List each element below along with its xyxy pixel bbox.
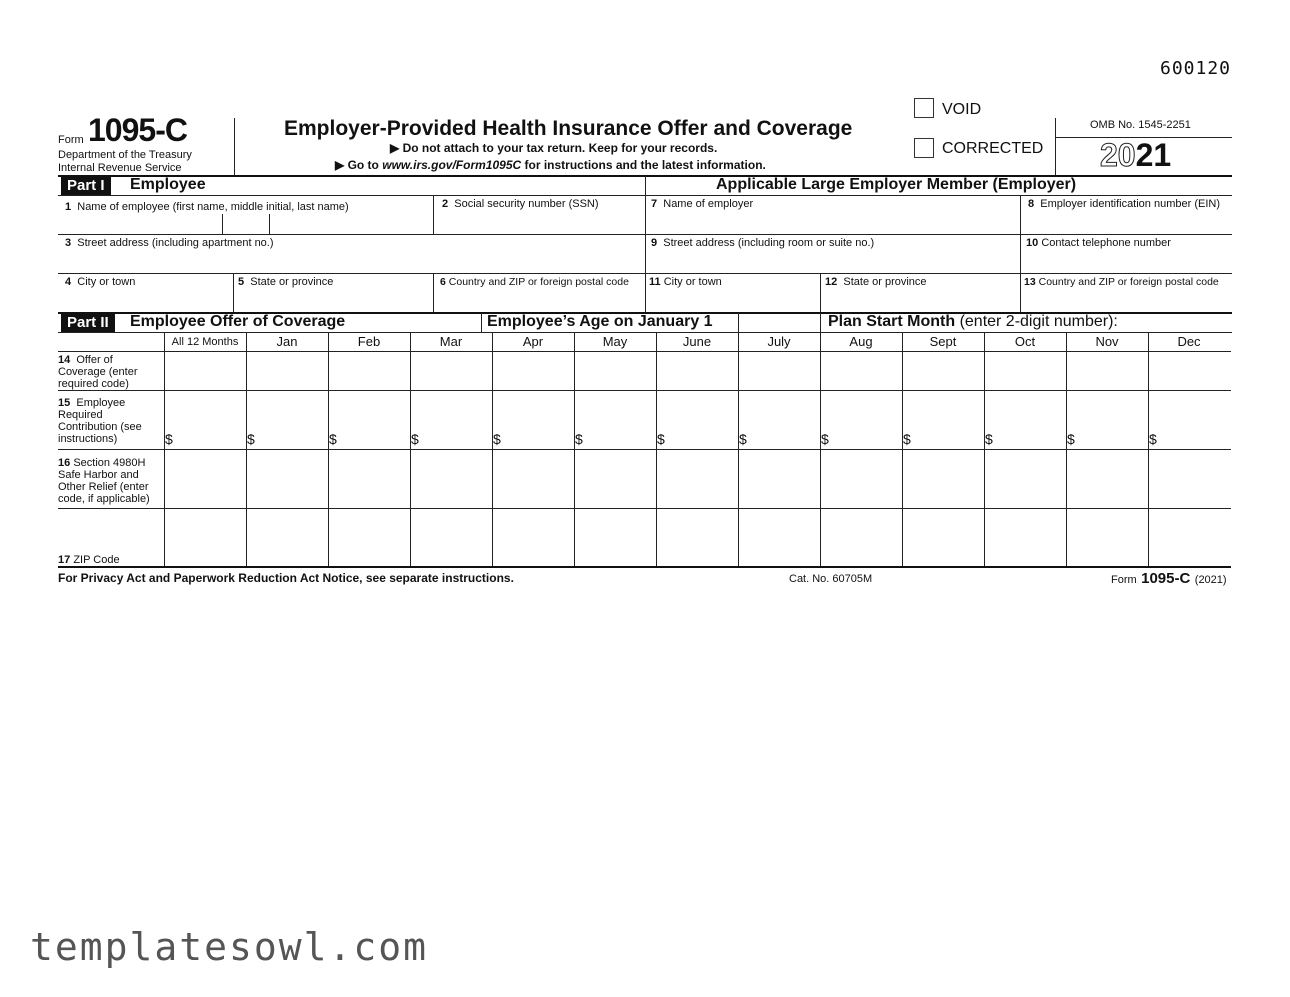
coverage-cell[interactable] bbox=[657, 450, 737, 507]
dept-line2: Internal Revenue Service bbox=[58, 162, 182, 174]
month-header-apr: Apr bbox=[522, 334, 544, 349]
tax-year-light: 20 bbox=[1100, 137, 1136, 173]
coverage-cell[interactable] bbox=[575, 391, 655, 448]
coverage-cell[interactable] bbox=[1067, 391, 1147, 448]
dept-line1: Department of the Treasury bbox=[58, 149, 192, 161]
part2-title: Employee Offer of Coverage bbox=[130, 313, 346, 330]
privacy-notice: For Privacy Act and Paperwork Reduction Act Notice, see separate instructions. bbox=[58, 571, 514, 585]
dollar-sign: $ bbox=[329, 431, 337, 447]
row-17-label bbox=[58, 554, 158, 566]
field-3-label bbox=[65, 237, 274, 249]
header-divider-right bbox=[1055, 118, 1056, 175]
coverage-cell[interactable] bbox=[1149, 391, 1229, 448]
coverage-cell[interactable] bbox=[1149, 509, 1229, 565]
dollar-sign: $ bbox=[1149, 431, 1157, 447]
coverage-cell[interactable] bbox=[1149, 352, 1229, 389]
row-16-label bbox=[58, 457, 158, 505]
field-13-label bbox=[1024, 276, 1219, 288]
coverage-cell[interactable] bbox=[411, 509, 491, 565]
coverage-cell[interactable] bbox=[329, 509, 409, 565]
row-15-label bbox=[58, 397, 158, 445]
coverage-cell[interactable] bbox=[903, 450, 983, 507]
coverage-cell[interactable] bbox=[575, 450, 655, 507]
dollar-sign: $ bbox=[739, 431, 747, 447]
coverage-cell[interactable] bbox=[985, 391, 1065, 448]
watermark: templatesowl.com bbox=[30, 925, 429, 969]
coverage-cell[interactable] bbox=[411, 391, 491, 448]
coverage-cell[interactable] bbox=[821, 450, 901, 507]
month-header-oct: Oct bbox=[1014, 334, 1036, 349]
field-9-label bbox=[651, 237, 874, 249]
coverage-cell[interactable] bbox=[821, 391, 901, 448]
footer-form-word: Form bbox=[1111, 574, 1137, 586]
row-17-text: ZIP Code bbox=[73, 554, 120, 566]
divider-name-sub2 bbox=[269, 214, 270, 234]
coverage-cell[interactable] bbox=[1067, 450, 1147, 507]
dollar-sign: $ bbox=[165, 431, 173, 447]
field-5-num: 5 bbox=[238, 276, 245, 288]
field-11-label bbox=[649, 276, 722, 288]
month-header-feb: Feb bbox=[357, 334, 381, 349]
dollar-sign: $ bbox=[247, 431, 255, 447]
row-14-num: 14 bbox=[58, 354, 71, 366]
row-16-text: Section 4980H Safe Harbor and Other Relief (enter code, if applicable) bbox=[58, 457, 150, 505]
dollar-sign: $ bbox=[493, 431, 501, 447]
dollar-sign: $ bbox=[411, 431, 419, 447]
dollar-sign: $ bbox=[985, 431, 993, 447]
coverage-cell[interactable] bbox=[1067, 509, 1147, 565]
coverage-cell[interactable] bbox=[985, 509, 1065, 565]
coverage-cell[interactable] bbox=[493, 352, 573, 389]
form-code: 600120 bbox=[1160, 58, 1232, 79]
field-10-num: 10 bbox=[1026, 237, 1039, 249]
coverage-cell[interactable] bbox=[903, 352, 983, 389]
part1-row-rule-0 bbox=[58, 195, 1232, 196]
part1-row-rule-2 bbox=[58, 273, 1232, 274]
coverage-cell[interactable] bbox=[493, 391, 573, 448]
field-6-text: Country and ZIP or foreign postal code bbox=[448, 276, 629, 288]
field-13-num: 13 bbox=[1024, 276, 1036, 288]
form-word: Form bbox=[58, 134, 84, 146]
age-box-right bbox=[738, 313, 739, 332]
field-12-num: 12 bbox=[825, 276, 838, 288]
field-5-text: State or province bbox=[250, 276, 334, 288]
header-divider-left bbox=[234, 118, 235, 175]
part2-tag: Part II bbox=[61, 314, 115, 332]
grid-row-rule bbox=[58, 566, 1231, 568]
field-10-label bbox=[1026, 237, 1171, 249]
tax-year-bold: 21 bbox=[1135, 137, 1172, 173]
divider-state-country bbox=[433, 273, 434, 313]
void-label: VOID bbox=[942, 101, 982, 118]
employer-title: Applicable Large Employer Member (Employer) bbox=[716, 176, 1077, 193]
divider-name-sub1 bbox=[222, 214, 223, 234]
field-1-num: 1 bbox=[65, 201, 72, 213]
coverage-cell[interactable] bbox=[247, 450, 327, 507]
month-header-top bbox=[58, 332, 1232, 333]
month-header-mar: Mar bbox=[439, 334, 463, 349]
coverage-cell[interactable] bbox=[985, 352, 1065, 389]
field-8-text: Employer identification number (EIN) bbox=[1040, 198, 1220, 210]
coverage-cell[interactable] bbox=[903, 391, 983, 448]
coverage-cell[interactable] bbox=[411, 450, 491, 507]
month-header-aug: Aug bbox=[849, 334, 873, 349]
footer-form-number: 1095-C bbox=[1141, 570, 1191, 587]
divider-city-state bbox=[233, 273, 234, 313]
dollar-sign: $ bbox=[575, 431, 583, 447]
field-9-text: Street address (including room or suite no.) bbox=[663, 237, 875, 249]
part1-row-rule-1 bbox=[58, 234, 1232, 235]
month-header-nov: Nov bbox=[1095, 334, 1119, 349]
coverage-cell[interactable] bbox=[329, 450, 409, 507]
field-7-text: Name of employer bbox=[663, 198, 754, 210]
field-9-num: 9 bbox=[651, 237, 658, 249]
month-header-july: July bbox=[767, 334, 791, 349]
divider-employer-city-state bbox=[820, 273, 821, 313]
month-header-all-12-months: All 12 Months bbox=[171, 336, 239, 348]
footer-form-year: (2021) bbox=[1194, 574, 1227, 586]
row-15-text: Employee Required Contribution (see instructions) bbox=[58, 397, 142, 445]
coverage-cell[interactable] bbox=[657, 391, 737, 448]
instruction-2-url[interactable]: www.irs.gov/Form1095C bbox=[382, 158, 522, 172]
coverage-cell[interactable] bbox=[165, 352, 245, 389]
field-4-text: City or town bbox=[77, 276, 136, 288]
coverage-cell[interactable] bbox=[165, 450, 245, 507]
divider-employer-ein bbox=[1020, 195, 1021, 313]
coverage-cell[interactable] bbox=[329, 352, 409, 389]
coverage-cell[interactable] bbox=[1067, 352, 1147, 389]
field-12-label bbox=[825, 276, 927, 288]
coverage-cell[interactable] bbox=[1149, 450, 1229, 507]
field-2-text: Social security number (SSN) bbox=[454, 198, 599, 210]
part1-middle-divider bbox=[645, 176, 646, 313]
month-header-june: June bbox=[682, 334, 712, 349]
divider-name-ssn bbox=[433, 195, 434, 234]
coverage-cell[interactable] bbox=[575, 509, 655, 565]
dollar-sign: $ bbox=[821, 431, 829, 447]
field-8-num: 8 bbox=[1028, 198, 1035, 210]
row-16-num: 16 bbox=[58, 457, 71, 469]
field-3-num: 3 bbox=[65, 237, 72, 249]
coverage-cell[interactable] bbox=[739, 450, 819, 507]
dollar-sign: $ bbox=[903, 431, 911, 447]
row-14-text: Offer of Coverage (enter required code) bbox=[58, 354, 138, 390]
coverage-cell[interactable] bbox=[657, 509, 737, 565]
form-number: 1095-C bbox=[88, 112, 187, 148]
coverage-cell[interactable] bbox=[329, 391, 409, 448]
month-header-may: May bbox=[602, 334, 628, 349]
field-10-text: Contact telephone number bbox=[1041, 237, 1171, 249]
field-3-text: Street address (including apartment no.) bbox=[77, 237, 274, 249]
coverage-cell[interactable] bbox=[739, 509, 819, 565]
field-2-label bbox=[442, 198, 599, 210]
field-5-label bbox=[238, 276, 333, 288]
coverage-cell[interactable] bbox=[165, 509, 245, 565]
age-title: Employee’s Age on January 1 bbox=[487, 313, 713, 330]
footer-form bbox=[1111, 570, 1227, 588]
month-header-dec: Dec bbox=[1177, 334, 1201, 349]
month-header-jan: Jan bbox=[276, 334, 298, 349]
row-17-num: 17 bbox=[58, 554, 71, 566]
field-7-label bbox=[651, 198, 753, 210]
coverage-cell[interactable] bbox=[575, 352, 655, 389]
void-checkbox[interactable] bbox=[914, 98, 934, 118]
instruction-2 bbox=[335, 158, 766, 172]
dollar-sign: $ bbox=[657, 431, 665, 447]
field-11-text: City or town bbox=[663, 276, 722, 288]
field-4-num: 4 bbox=[65, 276, 72, 288]
field-11-num: 11 bbox=[649, 276, 661, 288]
field-6-label bbox=[440, 276, 629, 288]
part1-tag: Part I bbox=[61, 177, 111, 195]
coverage-cell[interactable] bbox=[903, 509, 983, 565]
coverage-cell[interactable] bbox=[739, 352, 819, 389]
coverage-cell[interactable] bbox=[165, 391, 245, 448]
coverage-cell[interactable] bbox=[493, 509, 573, 565]
cat-number: Cat. No. 60705M bbox=[789, 573, 873, 585]
field-13-text: Country and ZIP or foreign postal code bbox=[1038, 276, 1219, 288]
coverage-cell[interactable] bbox=[411, 352, 491, 389]
coverage-cell[interactable] bbox=[821, 352, 901, 389]
plan-start bbox=[828, 313, 1118, 331]
part1-title: Employee bbox=[130, 176, 206, 193]
field-12-text: State or province bbox=[843, 276, 927, 288]
plan-hint: (enter 2-digit number): bbox=[959, 313, 1118, 330]
row-14-label bbox=[58, 354, 158, 390]
coverage-cell[interactable] bbox=[247, 352, 327, 389]
corrected-label: CORRECTED bbox=[942, 140, 1044, 157]
field-1-label bbox=[65, 201, 349, 213]
form-title: Employer-Provided Health Insurance Offer and Coverage bbox=[284, 117, 853, 140]
omb-number: OMB No. 1545-2251 bbox=[1090, 119, 1191, 131]
coverage-cell[interactable] bbox=[247, 509, 327, 565]
month-header-sept: Sept bbox=[929, 334, 957, 349]
coverage-cell[interactable] bbox=[247, 391, 327, 448]
instruction-1: ▶ Do not attach to your tax return. Keep for your records. bbox=[390, 141, 718, 155]
coverage-cell[interactable] bbox=[821, 509, 901, 565]
field-2-num: 2 bbox=[442, 198, 449, 210]
coverage-cell[interactable] bbox=[739, 391, 819, 448]
age-box-left bbox=[481, 313, 482, 332]
row-15-num: 15 bbox=[58, 397, 71, 409]
dollar-sign: $ bbox=[1067, 431, 1075, 447]
coverage-cell[interactable] bbox=[657, 352, 737, 389]
coverage-cell[interactable] bbox=[493, 450, 573, 507]
coverage-cell[interactable] bbox=[985, 450, 1065, 507]
instruction-2-suffix: for instructions and the latest information. bbox=[521, 158, 766, 172]
field-7-num: 7 bbox=[651, 198, 658, 210]
corrected-checkbox[interactable] bbox=[914, 138, 934, 158]
field-1-text: Name of employee (first name, middle initial, last name) bbox=[77, 201, 349, 213]
plan-title: Plan Start Month bbox=[828, 313, 956, 330]
plan-box-left bbox=[820, 313, 821, 332]
field-4-label bbox=[65, 276, 135, 288]
instruction-2-prefix: ▶ Go to bbox=[335, 158, 383, 172]
field-6-num: 6 bbox=[440, 276, 446, 288]
tax-year bbox=[1100, 137, 1171, 174]
field-8-label bbox=[1028, 198, 1220, 210]
